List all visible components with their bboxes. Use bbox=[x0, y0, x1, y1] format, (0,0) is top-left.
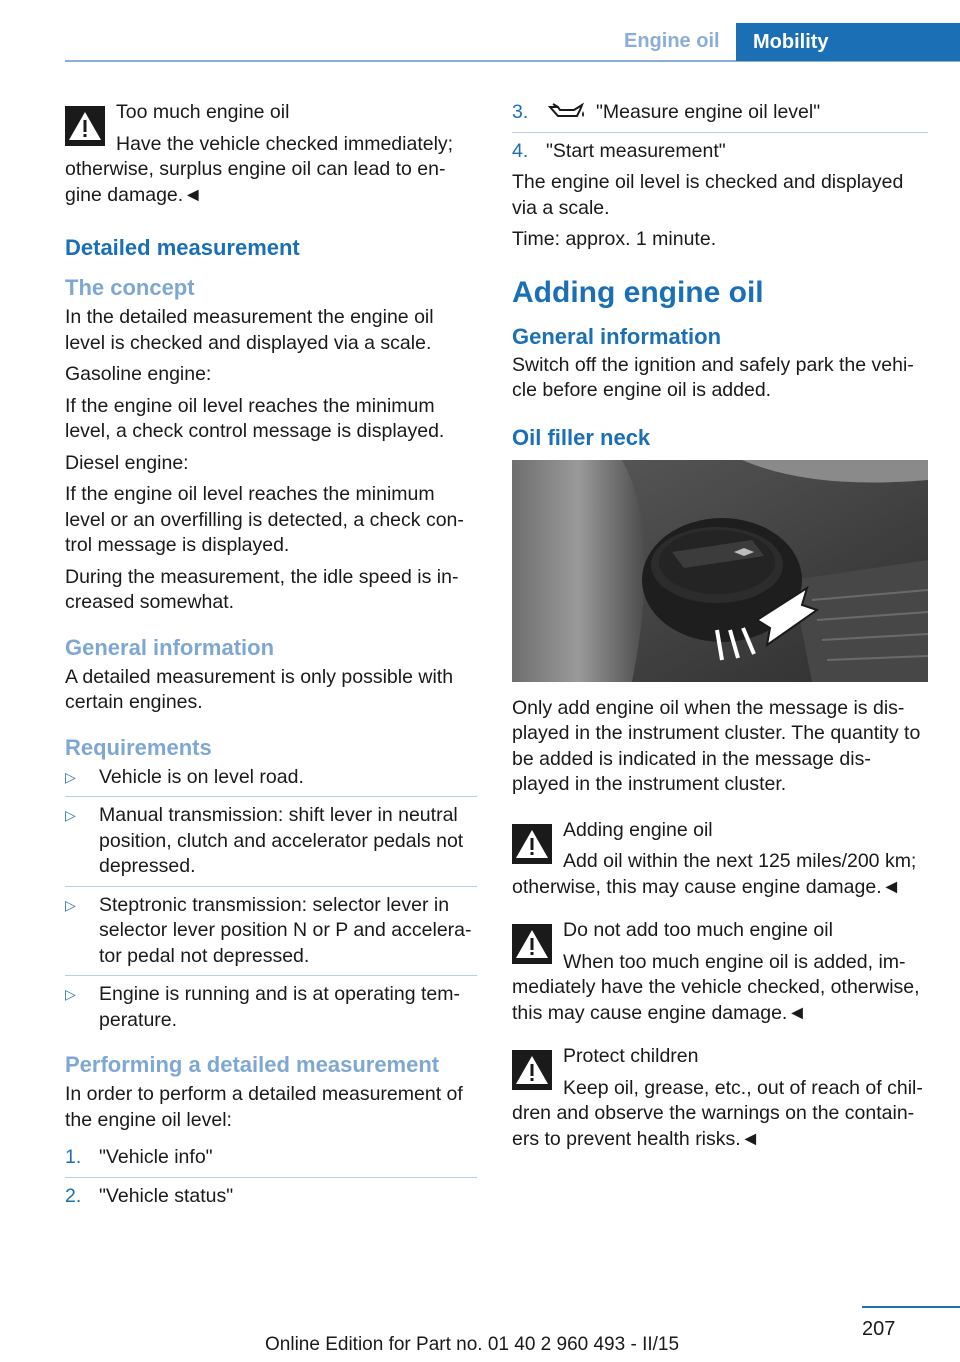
warning-title: Too much engine oil bbox=[116, 101, 290, 123]
oil-filler-neck-heading: Oil filler neck bbox=[512, 424, 651, 450]
list-item: 1. "Vehicle info" bbox=[65, 1145, 477, 1171]
list-item: 3. "Measure engine oil level" bbox=[512, 100, 928, 126]
requirements-heading: Requirements bbox=[65, 734, 212, 760]
general-info-text: A detailed measurement is only possible with certain engines. bbox=[65, 665, 454, 713]
warning-adding-engine-oil bbox=[512, 818, 928, 901]
warning-body: When too much engine oil is added, im- mediately have the vehicle checked, otherwise, this may cause engine damage.◄ bbox=[512, 950, 920, 1024]
list-item: ▷ Steptronic transmission: selector lever in selector lever position N or P and accelera-tor pedal not depressed. bbox=[65, 893, 472, 967]
page-number: 207 bbox=[862, 1318, 896, 1340]
gasoline-label: Gasoline engine: bbox=[65, 363, 212, 385]
triangle-bullet-icon: ▷ bbox=[65, 807, 76, 823]
header-tab-mobility bbox=[736, 23, 960, 61]
concept-heading: The concept bbox=[65, 275, 195, 300]
diesel-label: Diesel engine: bbox=[65, 451, 189, 474]
steps-list-left bbox=[65, 1145, 477, 1209]
oil-can-icon bbox=[546, 101, 586, 121]
warning-body: Keep oil, grease, etc., out of reach of chil- dren and observe the warnings on the contain-ers to prevent health risks.◄ bbox=[512, 1076, 923, 1150]
list-item: ▷ Manual transmission: shift lever in neutral position, clutch and accelerator pedals not depressed. bbox=[65, 804, 464, 877]
warning-body: Add oil within the next 125 miles/200 km; otherwise, this may cause engine damage.◄ bbox=[512, 850, 917, 898]
performing-heading: Performing a detailed measurement bbox=[65, 1052, 440, 1077]
gasoline-text: If the engine oil level reaches the minimum level, a check control message is displayed. bbox=[65, 394, 445, 442]
scale-text: The engine oil level is checked and displayed via a scale. bbox=[512, 171, 904, 219]
requirements-list bbox=[65, 765, 477, 1034]
warning-triangle-icon bbox=[65, 106, 105, 146]
right-column bbox=[512, 100, 928, 1170]
steps-list-right bbox=[512, 100, 928, 164]
warning-title: Protect children bbox=[563, 1045, 699, 1067]
general-info-heading: General information bbox=[65, 634, 275, 660]
warning-too-much-oil-right bbox=[512, 918, 928, 1026]
warning-triangle-icon bbox=[512, 824, 552, 864]
step-number: 3. bbox=[512, 101, 529, 123]
warning-triangle-icon bbox=[512, 1050, 552, 1090]
list-item: 4. "Start measurement" bbox=[512, 139, 928, 165]
time-text: Time: approx. 1 minute. bbox=[512, 228, 717, 250]
adding-engine-oil-heading: Adding engine oil bbox=[512, 275, 764, 309]
list-item: ▷ Vehicle is on level road. bbox=[65, 765, 477, 791]
warning-title: Do not add too much engine oil bbox=[563, 919, 833, 941]
edition-text: Online Edition for Part no. 01 40 2 960 493 - II/15 bbox=[265, 1334, 680, 1355]
warning-too-much-oil bbox=[65, 100, 477, 208]
triangle-bullet-icon: ▷ bbox=[65, 896, 76, 913]
warning-title: Adding engine oil bbox=[563, 818, 713, 841]
step-number: 2. bbox=[65, 1184, 82, 1207]
step-number: 1. bbox=[65, 1146, 82, 1168]
detailed-measurement-heading: Detailed measurement bbox=[65, 235, 300, 260]
warning-protect-children bbox=[512, 1044, 928, 1152]
warning-triangle-icon bbox=[512, 924, 552, 964]
footer-rule bbox=[862, 1306, 960, 1308]
triangle-bullet-icon: ▷ bbox=[65, 986, 76, 1002]
list-item: ▷ Engine is running and is at operating tem-perature. bbox=[65, 983, 460, 1031]
warning-body: Have the vehicle checked immediately; otherwise, surplus engine oil can lead to en- gine damage.◄ bbox=[65, 132, 454, 206]
triangle-bullet-icon: ▷ bbox=[65, 768, 76, 785]
left-column bbox=[65, 100, 477, 1215]
step-number: 4. bbox=[512, 139, 529, 162]
add-oil-text: Only add engine oil when the message is dis-played in the instrument cluster. The quantity to be added is indicated in the message dis-played in the instrument cluster. bbox=[512, 696, 921, 795]
oil-filler-neck-image bbox=[512, 460, 928, 682]
header-section-title: Engine oil bbox=[624, 30, 720, 52]
performing-text: In order to perform a detailed measurement of the engine oil level: bbox=[65, 1083, 463, 1131]
concept-text: In the detailed measurement the engine oil level is checked and displayed via a scale. bbox=[65, 306, 434, 354]
diesel-text: If the engine oil level reaches the minimum level or an overfilling is detected, a check con-trol message is displayed. bbox=[65, 483, 464, 556]
list-item: 2. "Vehicle status" bbox=[65, 1184, 477, 1210]
general-info-text-right: Switch off the ignition and safely park the vehi-cle before engine oil is added. bbox=[512, 353, 914, 401]
general-info-heading-right: General information bbox=[512, 323, 722, 349]
idle-speed-text: During the measurement, the idle speed is in-creased somewhat. bbox=[65, 565, 459, 613]
header-tab-label: Mobility bbox=[753, 31, 829, 53]
